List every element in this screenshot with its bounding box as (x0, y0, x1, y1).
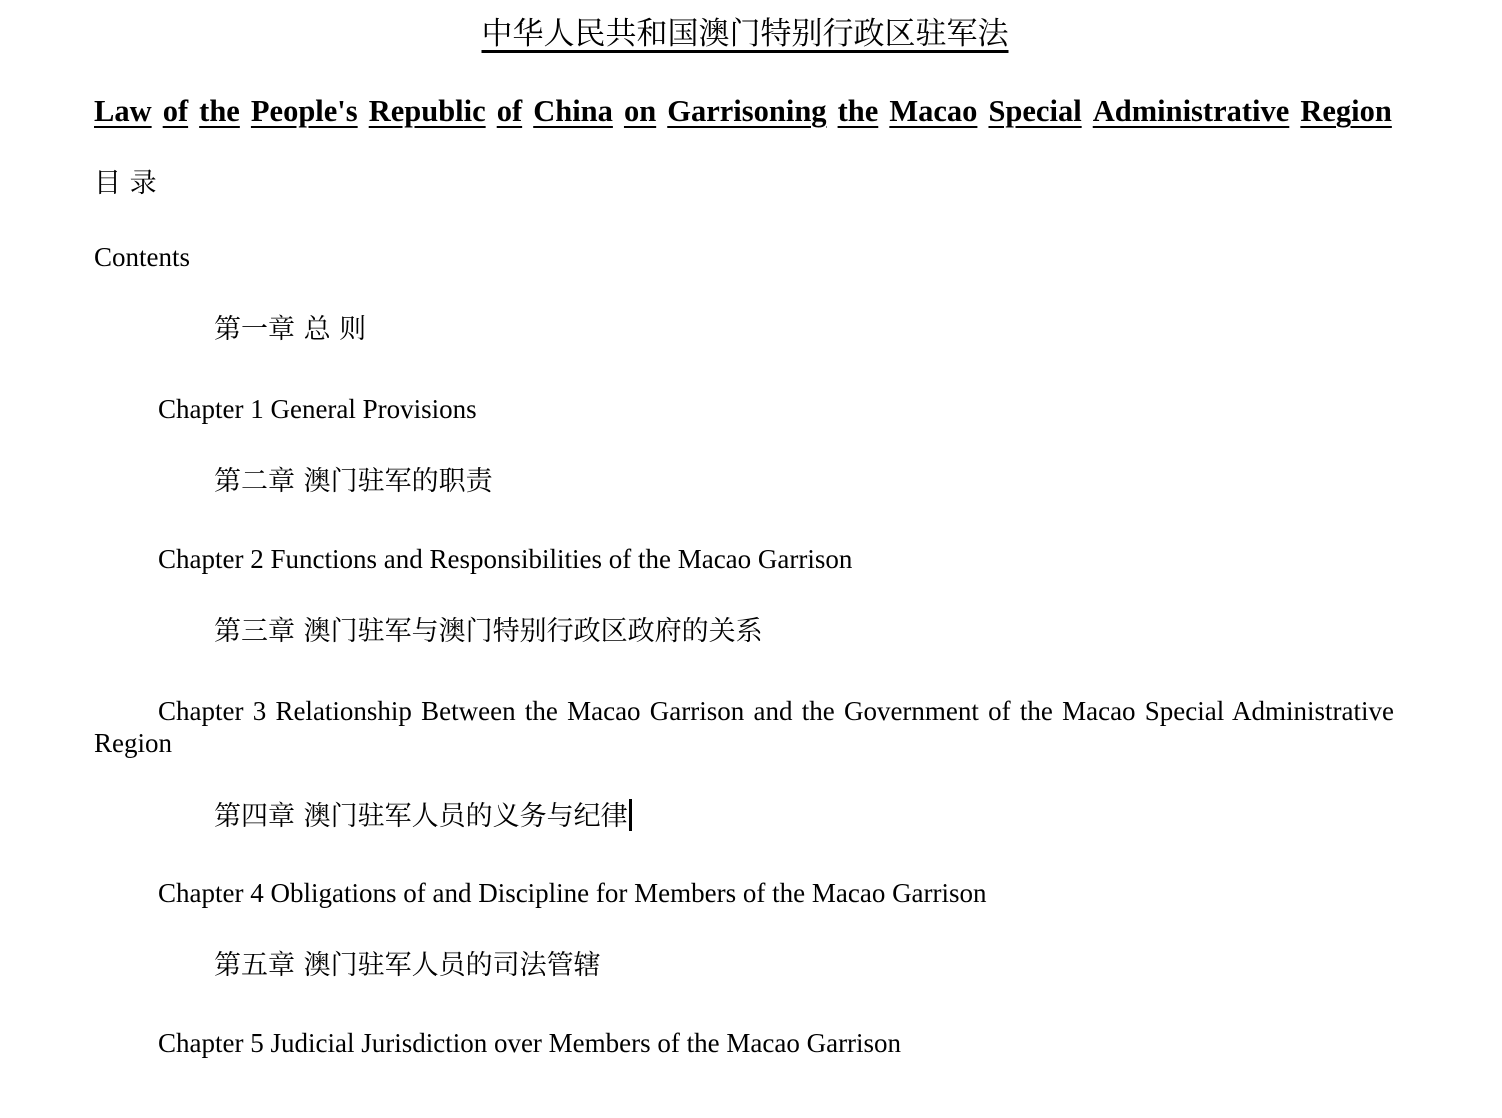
chapter-3-title-english: Chapter 3 Relationship Between the Macao Garrison and the Government of the Macao Special Administrative Region (94, 696, 1394, 758)
title-word: Macao (889, 94, 978, 128)
contents-heading-chinese: 目 录 (94, 168, 157, 199)
title-word: Region (1300, 94, 1392, 128)
title-word: of (496, 94, 523, 128)
chapter-2-title-chinese: 第二章 澳门驻军的职责 (214, 466, 493, 497)
title-word: the (199, 94, 240, 128)
chapter-5-title-chinese: 第五章 澳门驻军人员的司法管辖 (214, 950, 601, 981)
title-word: Republic (368, 94, 486, 128)
contents-heading-english: Contents (94, 242, 191, 272)
chapter-4-title-chinese (214, 799, 632, 834)
chapter-1-title-chinese: 第一章 总 则 (214, 314, 367, 345)
chapter-5-title-english: Chapter 5 Judicial Jurisdiction over Members of the Macao Garrison (158, 1028, 902, 1058)
text-cursor (629, 799, 632, 831)
chapter-4-title-english: Chapter 4 Obligations of and Discipline for Members of the Macao Garrison (158, 878, 987, 908)
title-word: of (162, 94, 189, 128)
title-word: Garrisoning (667, 94, 827, 128)
title-word: on (623, 94, 657, 128)
title-word: Special (988, 94, 1082, 128)
title-word: Law (94, 94, 152, 128)
chapter-1-title-english: Chapter 1 General Provisions (158, 394, 477, 424)
title-word: China (533, 94, 613, 128)
chapter-4-title-chinese-text: 第四章 澳门驻军人员的义务与纪律 (214, 801, 628, 832)
chapter-3-title-chinese: 第三章 澳门驻军与澳门特别行政区政府的关系 (214, 616, 763, 647)
chapter-2-title-english: Chapter 2 Functions and Responsibilities of the Macao Garrison (158, 544, 853, 574)
document-title-english (94, 92, 1392, 130)
title-word: the (837, 94, 879, 128)
document-title-chinese: 中华人民共和国澳门特别行政区驻军法 (481, 16, 1009, 52)
title-word: Administrative (1092, 94, 1290, 128)
title-word: People's (250, 94, 358, 128)
